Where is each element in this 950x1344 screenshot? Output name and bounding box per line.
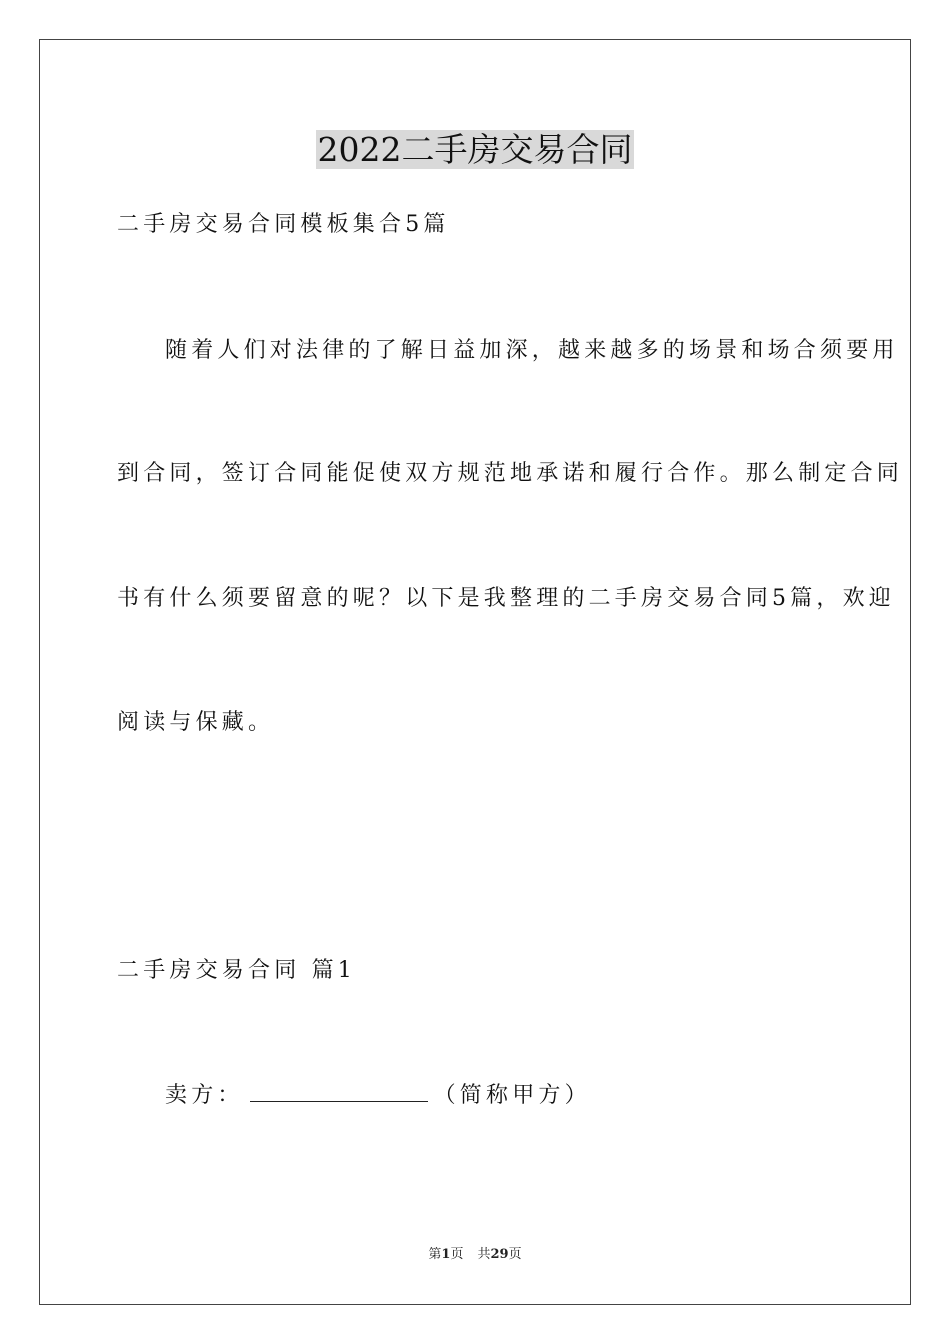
intro-line-2: 到合同，签订合同能促使双方规范地承诺和履行合作。那么制定合同 [117,461,904,486]
intro-line-4: 阅读与保藏。 [117,710,275,735]
footer-total-suffix: 页 [508,1247,522,1262]
footer-total-prefix: 共 [477,1247,491,1262]
footer-page-number: 1 [441,1247,451,1262]
seller-note: （简称甲方） [433,1083,591,1108]
footer-page-prefix: 第 [428,1247,442,1262]
footer-total-pages: 29 [490,1247,509,1262]
document-title [0,128,950,172]
footer-page-suffix: 页 [450,1247,464,1262]
seller-row [165,1081,591,1111]
seller-name-blank [250,1081,428,1102]
document-subtitle: 二手房交易合同模板集合5篇 [117,212,450,237]
seller-label: 卖方： [165,1083,244,1108]
intro-line-3: 书有什么须要留意的呢？以下是我整理的二手房交易合同5篇，欢迎 [117,586,895,611]
document-title-text: 2022二手房交易合同 [317,130,633,169]
page-footer [0,1246,950,1264]
intro-line-1: 随着人们对法律的了解日益加深，越来越多的场景和场合须要用 [165,338,899,363]
section-heading: 二手房交易合同 篇1 [117,958,356,983]
